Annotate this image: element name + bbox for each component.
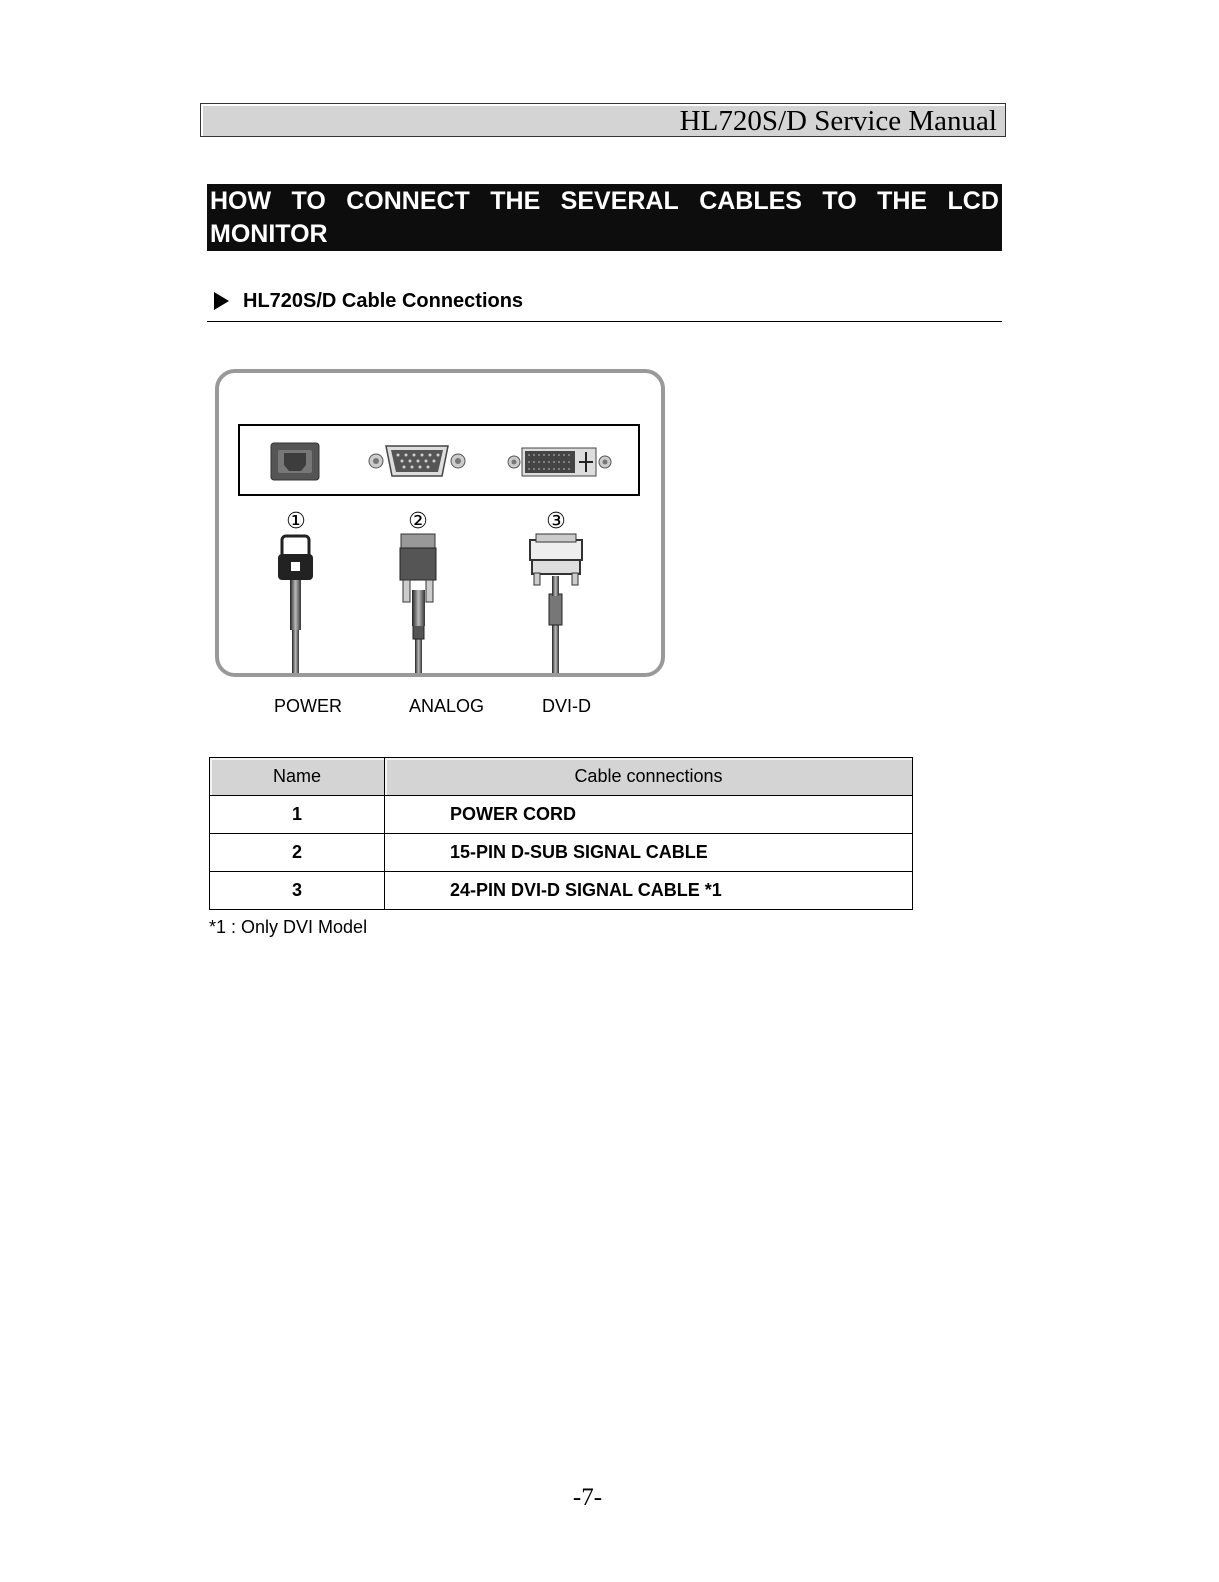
- page-header: [200, 103, 1006, 137]
- label-analog: ANALOG: [409, 696, 485, 716]
- page-number: -7-: [572, 1484, 603, 1511]
- label-dvi-d: DVI-D: [542, 696, 591, 716]
- section-heading-line2: MONITOR: [210, 220, 328, 248]
- dvi-port-icon: [508, 448, 611, 476]
- heading-word: THE: [490, 187, 541, 215]
- cell-name: 2: [210, 834, 385, 872]
- power-socket-icon: [271, 443, 319, 480]
- cable-connection-diagram: [214, 368, 666, 678]
- callout-3: ③: [546, 509, 566, 534]
- heading-word: HOW: [210, 187, 272, 215]
- diagram-frame: [217, 371, 663, 675]
- table-row: [210, 796, 913, 834]
- section-heading-line1: [210, 185, 999, 218]
- column-header-name: Name: [210, 758, 385, 796]
- heading-word: CABLES: [699, 187, 802, 215]
- manual-title: HL720S/D Service Manual: [679, 105, 997, 137]
- heading-word: THE: [877, 187, 928, 215]
- table-row: [210, 834, 913, 872]
- triangle-bullet-icon: [214, 292, 229, 310]
- cell-connection: POWER CORD: [385, 796, 913, 834]
- heading-word: LCD: [947, 187, 999, 215]
- heading-word: CONNECT: [346, 187, 470, 215]
- cable-connections-table: [209, 757, 913, 910]
- heading-word: TO: [291, 187, 326, 215]
- cell-connection: 24-PIN DVI-D SIGNAL CABLE *1: [385, 872, 913, 910]
- callout-2: ②: [408, 509, 428, 534]
- table-header-row: [210, 758, 913, 796]
- cell-name: 3: [210, 872, 385, 910]
- cell-connection: 15-PIN D-SUB SIGNAL CABLE: [385, 834, 913, 872]
- callout-1: ①: [286, 509, 306, 534]
- table-row: [210, 872, 913, 910]
- column-header-cable-connections: Cable connections: [385, 758, 913, 796]
- label-power: POWER: [274, 696, 343, 716]
- cell-name: 1: [210, 796, 385, 834]
- heading-word: SEVERAL: [560, 187, 679, 215]
- subsection-heading: [207, 287, 1002, 322]
- footnote: *1 : Only DVI Model: [209, 917, 368, 937]
- subsection-title: HL720S/D Cable Connections: [243, 290, 524, 312]
- section-heading: [207, 184, 1002, 251]
- heading-word: TO: [822, 187, 857, 215]
